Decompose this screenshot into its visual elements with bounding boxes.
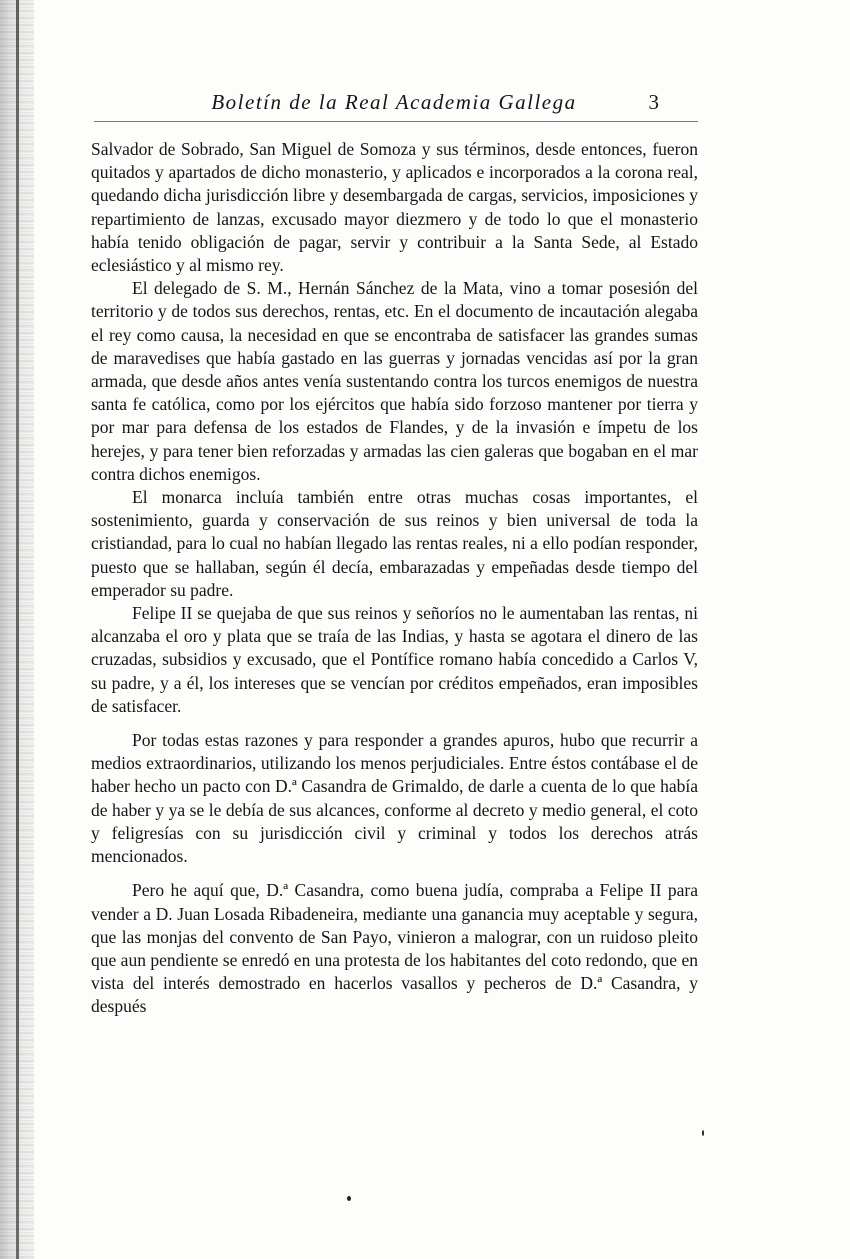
paragraph-2: El delegado de S. M., Hernán Sánchez de la Mata, vino a tomar posesión del territorio y de todos sus derechos, rentas, etc. En el documento de incautación alegaba el rey como causa, la necesidad en que se encontraba de satisfacer las grandes sumas de maravedises que había gastado en las guerras y jornadas vencidas así por la gran armada, que desde años antes venía sustentando contra los turcos enemigos de nuestra santa fe católica, como por los ejércitos que había sido forzoso mantener por tierra y por mar para defensa de los estados de Flandes, y de la invasión e ímpetu de los herejes, y para tener bien reforzadas y armadas las cien galeras que bogaban en el mar contra dichos enemigos. bbox=[91, 278, 698, 484]
paragraph-4: Felipe II se quejaba de que sus reinos y señoríos no le aumentaban las rentas, ni alcanzaba el oro y plata que se traía de las Indias, y hasta se agotara el dinero de las cruzadas, subsidios y excusado, que el Pontífice romano había concedido a Carlos V, su padre, y a él, los intereses que se vencían por créditos empeñados, eran imposibles de satisfacer. bbox=[91, 603, 698, 716]
paragraph-5: Por todas estas razones y para responder a grandes apuros, hubo que recurrir a medios extraordinarios, utilizando los menos perjudiciales. Entre éstos contábase el de haber hecho un pacto con D.ª Casandra de Grimaldo, de darle a cuenta de lo que había de haber y ya se le debía de sus alcances, conforme al decreto y medio general, el coto y feligresías con su jurisdicción civil y criminal y todos los derechos atrás mencionados. bbox=[91, 730, 698, 867]
scan-speck bbox=[347, 1196, 351, 1201]
running-title: Boletín de la Real Academia Gallega bbox=[211, 90, 577, 114]
scan-speck bbox=[702, 1130, 704, 1136]
paragraph-6: Pero he aquí que, D.ª Casandra, como buena judía, compraba a Felipe II para vender a D. Juan Losada Ribadeneira, mediante una ganancia muy aceptable y segura, que las monjas del convento de San Payo, vinieron a malograr, con un ruidoso pleito que aun pendiente se enredó en una protesta de los habitantes del coto redondo, que en vista del interés demostrado en hacerlos vasallos y pecheros de D.ª Casandra, y después bbox=[91, 880, 698, 1017]
header-rule bbox=[94, 121, 698, 122]
page-number: 3 bbox=[648, 90, 659, 114]
running-header bbox=[91, 90, 697, 120]
paragraph-3: El monarca incluía también entre otras muchas cosas importantes, el sostenimiento, guarda y conservación de sus reinos y bien universal de toda la cristiandad, para lo cual no habían llegado las rentas reales, ni a ello podían responder, puesto que se hallaban, según él decía, embarazadas y empeñadas desde tiempo del emperador su padre. bbox=[91, 487, 698, 600]
paragraph-1: Salvador de Sobrado, San Miguel de Somoza y sus términos, desde entonces, fueron quitados y apartados de dicho monasterio, y aplicados e incorporados a la corona real, quedando dicha jurisdicción libre y desembargada de cargas, servicios, imposiciones y repartimiento de lanzas, excusado mayor diezmero y de todo lo que el monasterio había tenido obligación de pagar, servir y contribuir a la Santa Sede, al Estado eclesiástico y al mismo rey. bbox=[91, 139, 698, 276]
body-text bbox=[91, 138, 698, 1019]
scan-binding-shadow bbox=[16, 0, 19, 1259]
